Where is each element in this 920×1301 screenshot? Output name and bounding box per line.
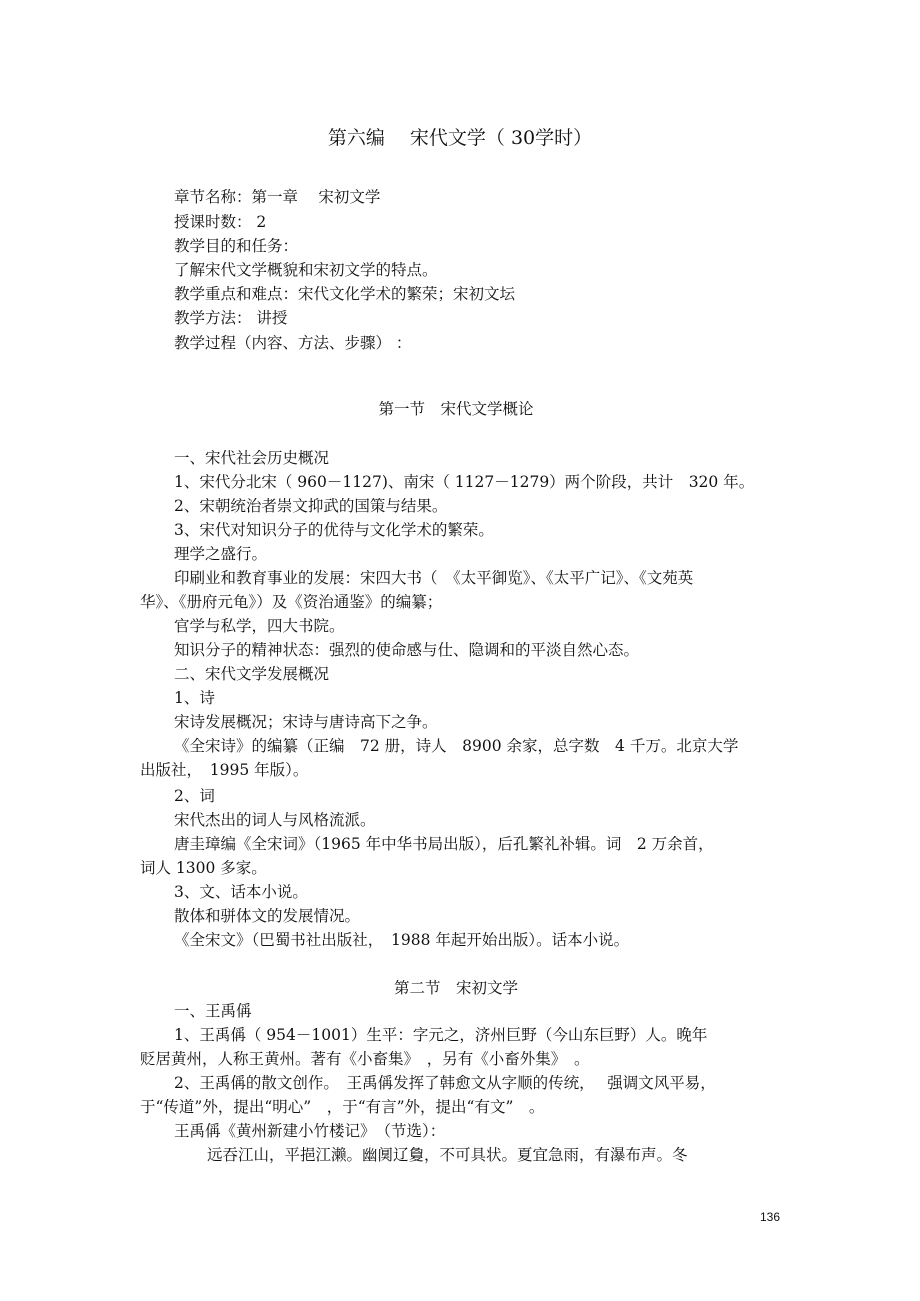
paragraph-line: 词人 1300 多家。	[140, 859, 267, 877]
key-points: 教学重点和难点：宋代文化学术的繁荣；宋初文坛	[174, 285, 516, 303]
paragraph-line: 3、宋代对知识分子的优待与文化学术的繁荣。	[174, 521, 494, 539]
paragraph-line: 唐圭璋编《全宋词》（1965 年中华书局出版），后孔繁礼补辑。词 2 万余首，	[174, 835, 714, 853]
paragraph-line: 3、文、话本小说。	[174, 883, 308, 901]
paragraph-line: 王禹偁《黄州新建小竹楼记》 （节选）：	[174, 1122, 446, 1140]
paragraph-line: 散体和骈体文的发展情况。	[174, 907, 361, 925]
section1-title: 第一节 宋代文学概论	[378, 400, 534, 418]
paragraph-line: 1、宋代分北宋（ 960－1127)、南宋（ 1127－1279）两个阶段，共计 320 年。	[174, 473, 755, 491]
paragraph-line: 宋代杰出的词人与风格流派。	[174, 811, 376, 829]
paragraph-line: 官学与私学，四大书院。	[174, 617, 345, 635]
paragraph-line: 1、诗	[174, 689, 215, 707]
quote-line: 远吞江山，平挹江濑。幽阒辽敻，不可具状。夏宜急雨，有瀑布声。冬	[207, 1146, 688, 1164]
teaching-method: 教学方法： 讲授	[174, 309, 288, 327]
paragraph-line: 贬居黄州，人称王黄州。著有《小畜集》 ，另有《小畜外集》 。	[140, 1050, 590, 1068]
page-title: 第六编 宋代文学（ 30学时）	[327, 127, 593, 149]
paragraph-line: 一、宋代社会历史概况	[174, 449, 330, 467]
paragraph-line: 出版社， 1995 年版）。	[140, 761, 309, 779]
paragraph-line: 印刷业和教育事业的发展：宋四大书（ 《太平御览》、《太平广记》、《文苑英	[174, 569, 694, 587]
section2-title: 第二节 宋初文学	[393, 979, 518, 997]
paragraph-line: 宋诗发展概况；宋诗与唐诗高下之争。	[174, 713, 438, 731]
teaching-hours: 授课时数： 2	[174, 213, 267, 231]
page-number: 136	[760, 1210, 781, 1224]
paragraph-line: 华》、《册府元龟》）及《资治通鉴》的编纂；	[140, 593, 443, 611]
paragraph-line: 知识分子的精神状态：强烈的使命感与仕、隐调和的平淡自然心态。	[174, 641, 640, 659]
goal-label: 教学目的和任务：	[174, 237, 299, 255]
goal-text: 了解宋代文学概貌和宋初文学的特点。	[174, 261, 438, 279]
paragraph-line: 2、词	[174, 787, 215, 805]
paragraph-line: 2、王禹偁的散文创作。 王禹偁发挥了韩愈文从字顺的传统， 强调文风平易，	[174, 1074, 716, 1092]
chapter-name: 章节名称：第一章 宋初文学	[174, 188, 381, 206]
paragraph-line: 2、宋朝统治者崇文抑武的国策与结果。	[174, 497, 448, 515]
paragraph-line: 1、王禹偁（ 954－1001）生平：字元之，济州巨野（今山东巨野）人。晚年	[174, 1026, 708, 1044]
paragraph-line: 于“传道”外，提出“明心” ，于“有言”外，提出“有文” 。	[140, 1098, 545, 1116]
paragraph-line: 《全宋文》（巴蜀书社出版社， 1988 年起开始出版）。话本小说。	[174, 931, 630, 949]
paragraph-line: 理学之盛行。	[174, 545, 268, 563]
teaching-process: 教学过程（内容、方法、步骤） ：	[174, 334, 412, 352]
paragraph-line: 一、王禹偁	[174, 1002, 252, 1020]
paragraph-line: 二、宋代文学发展概况	[174, 665, 330, 683]
paragraph-line: 《全宋诗》的编纂（正编 72 册，诗人 8900 余家，总字数 4 千万。北京大学	[174, 737, 739, 755]
